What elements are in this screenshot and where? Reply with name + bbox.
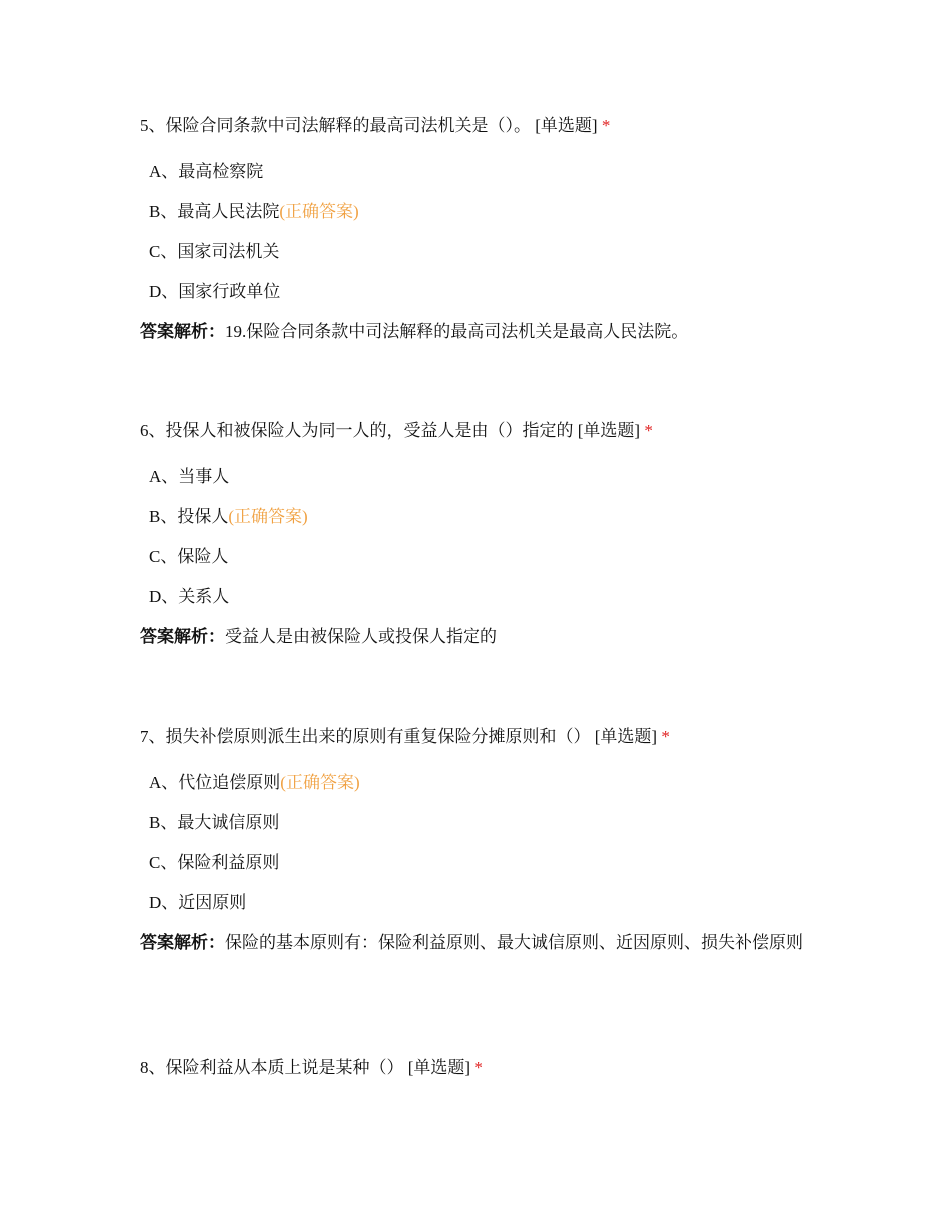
explanation-label: 答案解析： xyxy=(140,627,225,646)
required-star: * xyxy=(644,421,653,440)
option-a: A、最高检察院 xyxy=(149,162,264,181)
question-7 xyxy=(140,726,820,956)
question-title: 7、损失补偿原则派生出来的原则有重复保险分摊原则和（） [单选题] * xyxy=(140,727,670,746)
option-d: D、关系人 xyxy=(149,587,230,606)
option-list xyxy=(140,772,820,932)
explanation-label: 答案解析： xyxy=(140,322,225,341)
option-a: A、当事人 xyxy=(149,467,230,486)
question-8 xyxy=(140,1057,820,1079)
correct-answer-mark: (正确答案) xyxy=(280,773,360,792)
answer-explanation: 答案解析：受益人是由被保险人或投保人指定的 xyxy=(140,627,497,646)
question-title: 6、投保人和被保险人为同一人的，受益人是由（）指定的 [单选题] * xyxy=(140,421,653,440)
correct-answer-mark: (正确答案) xyxy=(279,202,359,221)
option-list xyxy=(140,161,820,321)
answer-explanation: 答案解析：19.保险合同条款中司法解释的最高司法机关是最高人民法院。 xyxy=(140,322,689,341)
answer-explanation: 答案解析：保险的基本原则有：保险利益原则、最大诚信原则、近因原则、损失补偿原则 xyxy=(140,933,803,952)
required-star: * xyxy=(601,116,611,135)
option-b: B、最大诚信原则 xyxy=(149,813,280,832)
option-b: B、最高人民法院(正确答案) xyxy=(149,202,359,221)
option-c: C、国家司法机关 xyxy=(149,242,280,261)
option-b: B、投保人(正确答案) xyxy=(149,507,308,526)
required-star: * xyxy=(474,1058,483,1077)
question-5 xyxy=(140,115,820,345)
question-6 xyxy=(140,420,820,650)
question-title: 5、保险合同条款中司法解释的最高司法机关是（）。 [单选题] * xyxy=(140,116,611,135)
option-c: C、保险人 xyxy=(149,547,229,566)
option-d: D、近因原则 xyxy=(149,893,247,912)
explanation-label: 答案解析： xyxy=(140,933,225,952)
question-title: 8、保险利益从本质上说是某种（） [单选题] * xyxy=(140,1058,483,1077)
option-a: A、代位追偿原则(正确答案) xyxy=(149,773,360,792)
option-d: D、国家行政单位 xyxy=(149,282,281,301)
option-list xyxy=(140,466,820,626)
correct-answer-mark: (正确答案) xyxy=(228,507,308,526)
required-star: * xyxy=(661,727,670,746)
option-c: C、保险利益原则 xyxy=(149,853,280,872)
